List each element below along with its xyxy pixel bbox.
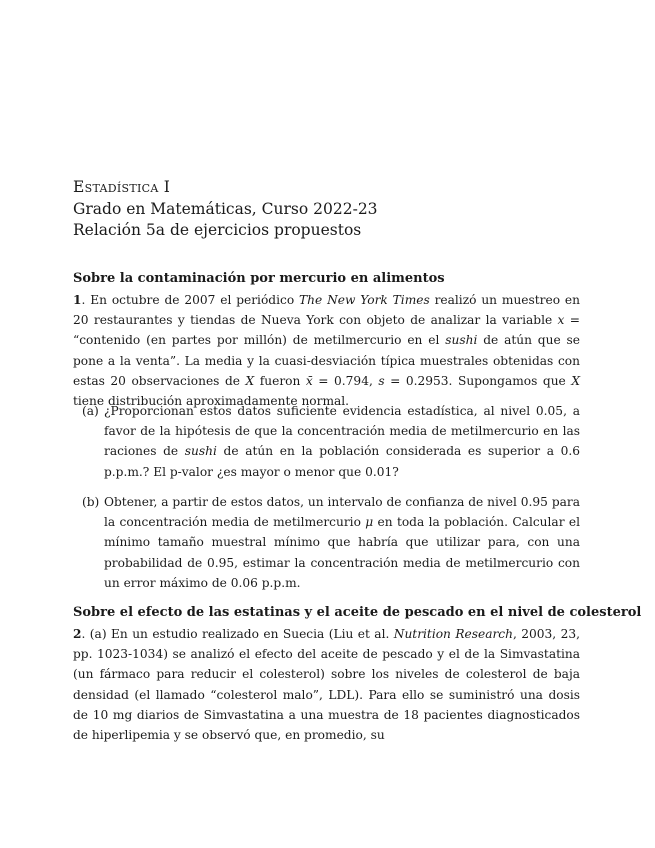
item-label: (a): [82, 404, 99, 418]
math-var: X: [571, 373, 580, 388]
section-heading-cholesterol: Sobre el efecto de las estatinas y el aceite de pescado en el nivel de colesterol: [73, 605, 642, 620]
item-text: Obtener, a partir de estos datos, un intervalo de confianza de nivel 0.95 para la concentración media de metilmercurio μ en toda la población. Calcular el mínimo tamaño muestral mínimo que habría que utilizar para, con una probabilidad de 0.95, estimar la concentración media de metilmercurio con un error máximo de 0.06 p.p.m.: [104, 495, 580, 590]
problem-1-item-b: [82, 492, 580, 593]
math-var: X: [245, 373, 255, 388]
problem-2-statement: 2. (a) En un estudio realizado en Suecia (Liu et al. Nutrition Research, 2003, 23, pp. 1023-1034) se analizó el efecto del aceite de pescado y el de la Simvastatina (un fármaco para reducir el colesterol) sobre los niveles de colesterol de baja densidad (el llamado “colesterol malo”, LDL). Para ello se suministró una dosis de 10 mg diarios de Simvastatina a una muestra de 18 pacientes diagnosticados de hiperlipemia y se observó que, en promedio, su: [73, 627, 580, 743]
course-title: Estadística I: [73, 178, 171, 196]
math-var: x̄: [305, 373, 313, 388]
section-heading-mercury: Sobre la contaminación por mercurio en alimentos: [73, 271, 445, 286]
math-var: x: [557, 313, 565, 328]
item-text: ¿Proporcionan estos datos suficiente evidencia estadística, al nivel 0.05, a favor de la hipótesis de que la concentración media de metilmercurio en las raciones de sushi de atún en la población considerada es superior a 0.6 p.p.m.? El p-valor ¿es mayor o menor que 0.01?: [104, 404, 580, 479]
sushi-term: sushi: [184, 444, 217, 459]
problem-1-statement: 1. En octubre de 2007 el periódico The New York Times realizó un muestreo en 20 restaurantes y tiendas de Nueva York con objeto de analizar la variable x = “contenido (en partes por millón) de metilmercurio en el sushi de atún que se pone a la venta”. La media y la cuasi-desviación típica muestrales obtenidas con estas 20 observaciones de X fueron x̄ = 0.794, s = 0.2953. Supongamos que X tiene distribución aproximadamente normal.: [73, 293, 581, 409]
degree-line: Grado en Matemáticas, Curso 2022-23: [73, 200, 378, 218]
math-var: μ: [365, 515, 374, 530]
problem-1-item-a: [82, 401, 580, 482]
exercise-list-title: Relación 5a de ejercicios propuestos: [73, 221, 362, 239]
newspaper-name: The New York Times: [299, 293, 430, 307]
sushi-term: sushi: [445, 333, 478, 348]
problem-number: 1: [73, 293, 82, 307]
item-label: (b): [82, 495, 100, 509]
math-var: s: [378, 373, 385, 388]
problem-number: 2: [73, 627, 82, 641]
journal-name: Nutrition Research: [393, 627, 513, 641]
